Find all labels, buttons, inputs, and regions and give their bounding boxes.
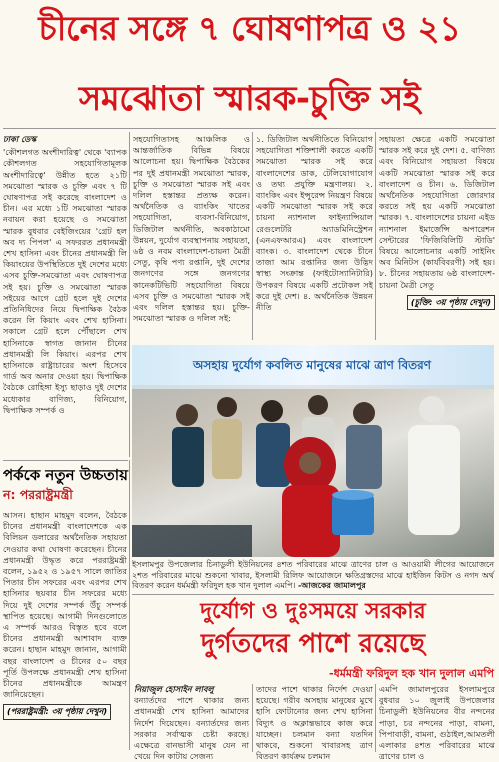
lead-text-1: 'কৌশলগত অংশীদারিত্ব' থেকে 'ব্যাপক কৌশলগত সহযোগিতামূলক অংশীদারিত্বে' উন্নীত হতে ২১টি সমঝোতা স্মারক ও চুক্তি এবং ৭ টি ঘোষণাপত্র সই করেছে বাংলাদেশ ও চীন। এর মধ্যে ১টি সমঝোতা স্মারক নবায়ন করা হয়েছে ও সমঝোতা স্মারক বুধবার বেইজিংয়ের 'গ্রেট হল অব দ্য পিপল' এ সফররত প্রধানমন্ত্রী শেখ হাসিনা এবং চীনের প্রধানমন্ত্রী লি কিয়াংয়ের উপস্থিতিতে দুই দেশের মধ্যে এসব চুক্তি-সমঝোতা এবং ঘোষণাপত্র সই হয়। চুক্তি ও সমঝোতা স্মারক সইয়ের আগে গ্রেট হলে দুই দেশের প্রতিনিধিদের নিয়ে দ্বিপাক্ষিক বৈঠক করেন লি কিয়াং এবং শেখ হাসিনা। সকালে গ্রেট হলে পৌঁছালে শেখ হাসিনাকে স্বাগত জানান চীনের প্রধানমন্ত্রী লি কিয়াং। এরপর শেখ হাসিনাকে রাষ্ট্রাচারের অংশ হিসেবে গার্ড অব অনার দেওয়া হয়। দ্বিপাক্ষিক বৈঠকে রোহিঙ্গা ইস্যু ছাড়াও দুই দেশের মধ্যেকার বাণিজ্য, বিনিয়োগ, দ্বিপাক্ষিক সম্পর্ক ও — [3, 147, 127, 415]
side-story-headline-line1: পর্ককে নতুন উচ্চতায় — [3, 466, 128, 484]
news-photo — [132, 345, 494, 557]
side-story-body — [3, 510, 127, 722]
continuation-link[interactable]: (চুক্তি: ৩য় পৃষ্ঠায় দেখুন) — [407, 295, 495, 310]
main-headline-line2: সমঝোতা স্মারক-চুক্তি সই — [78, 79, 421, 119]
lead-text-4: সহায়তা ক্ষেত্রে একটি সমঝোতা স্মারক সই করে দুই দেশ। ৫. বাণিজ্য এবং বিনিয়োগ সহায়তা বিষয়ে একটি সমঝোতা স্মারক সই করে বাংলাদেশ ও চীন। ৬. ডিজিটাল অর্থনৈতিক সহযোগিতা জোরদার করতে সই হয় একটি সমঝোতা স্মারক। ৭. বাংলাদেশের চায়না এইড ন্যাশনাল ইমার্জেন্সি অপারেশন সেন্টারের 'ফিজিবিলিটি স্টাডি' বিষয়ে আলোচনার একটি সাইনিং অব মিনিটস (কার্যবিবরণী) সই হয়। ৮. চীনের সহায়তায় ৬ষ্ঠ বাংলাদেশ-চায়না মৈত্রী সেতু — [379, 134, 495, 290]
lead-column-2 — [133, 134, 250, 326]
column-divider — [375, 684, 376, 752]
story2-dateline: নিয়াজুল হোসাইন লাবলু — [134, 684, 214, 694]
column-divider — [129, 132, 130, 457]
story2-byline: -ধর্মমন্ত্রী ফরিদুল হক খান দুলাল এমপি — [329, 667, 494, 680]
headline-divider — [3, 128, 496, 129]
story2-text-2: তাদের পাশে থাকার নির্দেশ দেওয়া হয়েছে। গরীব অসহায় মানুষের মুখে হাসি ফোটানোর জন্য শেখ হাসিনা বিদ্যুৎ ও অক্লান্তভাবে কাজ করে যাচ্ছেন। চলমান বন্যা যতদিন থাকবে, শুকনো খাবারসহ ত্রাণ বিতরণ কার্যক্রম চলমান — [256, 684, 373, 762]
side-story-headline — [3, 465, 130, 505]
side-story-headline-line2: ন: পররাষ্ট্রমন্ত্রী — [3, 487, 73, 502]
column-divider — [252, 132, 253, 340]
story2-text-3: এমপি জামালপুরের ইসলামপুরে বুধবার ১০ জুলাই উপজেলার চিনাডুলী ইউনিয়নের বীর নন্দনের পাড়া, চর নন্দনের পাড়া, বামনা, পিপাবাড়ী, বামনা, গুঠাইল,আমতলী এলাকার ৪শত পরিবারের মাঝে ত্রাণের চাল ও — [379, 684, 495, 762]
column-divider — [252, 684, 253, 752]
photo-caption — [132, 560, 494, 592]
lead-column-3 — [256, 134, 373, 315]
story2-column-2 — [256, 684, 373, 762]
side-story-divider — [3, 460, 128, 461]
column-divider — [129, 460, 130, 750]
lead-text-2: সহযোগিতাসহ আঞ্চলিক ও আন্তর্জাতিক বিভিন্ন বিষয়ে আলোচনা হয়। দ্বিপাক্ষিক বৈঠকের পর দুই প্রধানমন্ত্রী সমঝোতা স্মারক, চুক্তি ও সমঝোতা স্মারক সই এবং দলিল হস্তান্তর প্রত্যক্ষ করেন। অর্থনৈতিক ও ব্যাংকিং খাতের সহযোগিতা, ব্যবসা-বিনিয়োগ, ডিজিটাল অর্থনীতি, অবকাঠামো উন্নয়ন, দুর্যোগ ব্যবস্থাপনায় সহায়তা, ৬ষ্ঠ ও নবম বাংলাদেশ-চায়না মৈত্রী সেতু, কৃষি পণ্য রপ্তানি, দুই দেশের জনগণের সঙ্গে জনগণের কানেকটিভিটি সহযোগিতা বিষয়ে এসব চুক্তি ও সমঝোতা স্মারক সই এবং দলিল হস্তান্তর হয়। চুক্তি-সমঝোতা স্মারক ও দলিল সই: — [133, 134, 250, 324]
main-headline-line1: চীনের সঙ্গে ৭ ঘোষণাপত্র ও ২১ — [38, 9, 461, 49]
photo-illustration — [132, 345, 494, 557]
photo-byline: -আজকের জামালপুর — [297, 581, 366, 590]
story2-headline-line2: দুর্গতদের পাশে রয়েছে — [200, 629, 425, 659]
column-divider — [375, 132, 376, 340]
lead-text-3: ১. ডিজিটাল অর্থনীতিতে বিনিয়োগ সহযোগিতা শক্তিশালী করতে একটি সমঝোতা স্মারক সই করে বাংলাদেশের ডাক, টেলিযোগাযোগ ও তথ্য প্রযুক্তি মন্ত্রণালয়। ২. ব্যাংকিং এবং ইন্সুরেন্স নিয়ন্ত্রণ বিষয়ে একটি সমঝোতা স্মারক সই করে চায়না ন্যাশনাল ফাইন্যান্সিয়াল রেগুলেটরি অ্যাডমিনিস্ট্রেশন (এনএফআরএ) এবং বাংলাদেশ ব্যাংক। ৩. বাংলাদেশ থেকে চীনে তাজা আম রপ্তানির জন্য উদ্ভিদ স্বাস্থ্য সংক্রান্ত (ফাইটোস্যানিটারি) উপকরণ বিষয়ে একটি প্রটোকল সই করে দুই দেশ। ৪. অর্থনৈতিক উন্নয়ন নীতি — [256, 134, 373, 313]
story2-divider — [132, 594, 494, 595]
story2-headline-line1: দুর্যোগ ও দুঃসময়ে সরকার — [200, 599, 426, 624]
lead-column-1 — [3, 134, 127, 418]
dateline: ঢাকা ডেস্ক — [3, 134, 37, 144]
lead-column-4 — [379, 134, 495, 312]
photo-banner-text: অসহায় দুর্যোগ কবলিত মানুষের মাঝে ত্রাণ বিতরণ — [193, 358, 431, 372]
side-story-text: আসন। হাছান মাহমুদ বলেন, বৈঠকে চীনের প্রধানমন্ত্রী বাংলাদেশকে এক বিলিয়ন ডলারের অর্থনৈতিক সহায়তা দেওয়ার কথা ঘোষণা করেছেন। চীনের প্রধানমন্ত্রী উদ্ধৃত করে পররাষ্ট্রমন্ত্রী বলেন, ১৯৫২ ও ১৯৫৭ সালে জাতির পিতার চীন সফরের এবং এরপর শেখ হাসিনার ছয়বার চীন সফরের মধ্যে দিয়ে দুই দেশের সম্পর্ক উঁচু সম্পর্ক স্থাপিত হয়েছে। আগামী দিনগুলোতে এ সম্পর্ক আরও বিস্তৃত হবে বলে চীনের প্রধানমন্ত্রী আশাবাদ ব্যক্ত করেন। হাছান মাহমুদ জানান, আগামী বছর বাংলাদেশ ও চীনের ৫০ বছর পূর্তি উপলক্ষে প্রধানমন্ত্রী শেখ হাসিনা চীনের প্রধানমন্ত্রীকে আমন্ত্রণ জানিয়েছেন। — [3, 510, 127, 700]
story2-column-3 — [379, 684, 495, 762]
photo-caption-text: ইসলামপুর উপজেলার চিনাডুলী ইউনিয়নের ৪শত পরিবারের মাঝে ত্রাণের চাল ও আওয়ামী লীগের আয়োজনে ২শত পরিবারের মাঝে শুকনো খাবার, ইসলামী রিলিফ আয়োজনে ক্ষতিগ্রস্তদের মাঝে হাইজিন কিটস ও নগদ অর্থ বিতরণ করেন ধর্মমন্ত্রী ফরিদুল হক খান দুলাল এমপি। — [132, 560, 494, 590]
story2-text-1: বন্যার্তদের পাশে থাকার জন্য প্রধানমন্ত্রী শেখ হাসিনা আমাদের নির্দেশ দিয়েছেন। বন্যার্তদের জন্য সরকার সর্বাত্মক চেষ্টা করছে। এক্ষেত্রে বানভাসী মানুষ যেন না খেয়ে দিন কাটায় সেজন্য — [134, 695, 249, 762]
side-story-continuation[interactable]: (পররাষ্ট্রমন্ত্রী: ৩য় পৃষ্ঠায় দেখুন) — [3, 704, 111, 719]
story2-column-1 — [134, 684, 249, 762]
